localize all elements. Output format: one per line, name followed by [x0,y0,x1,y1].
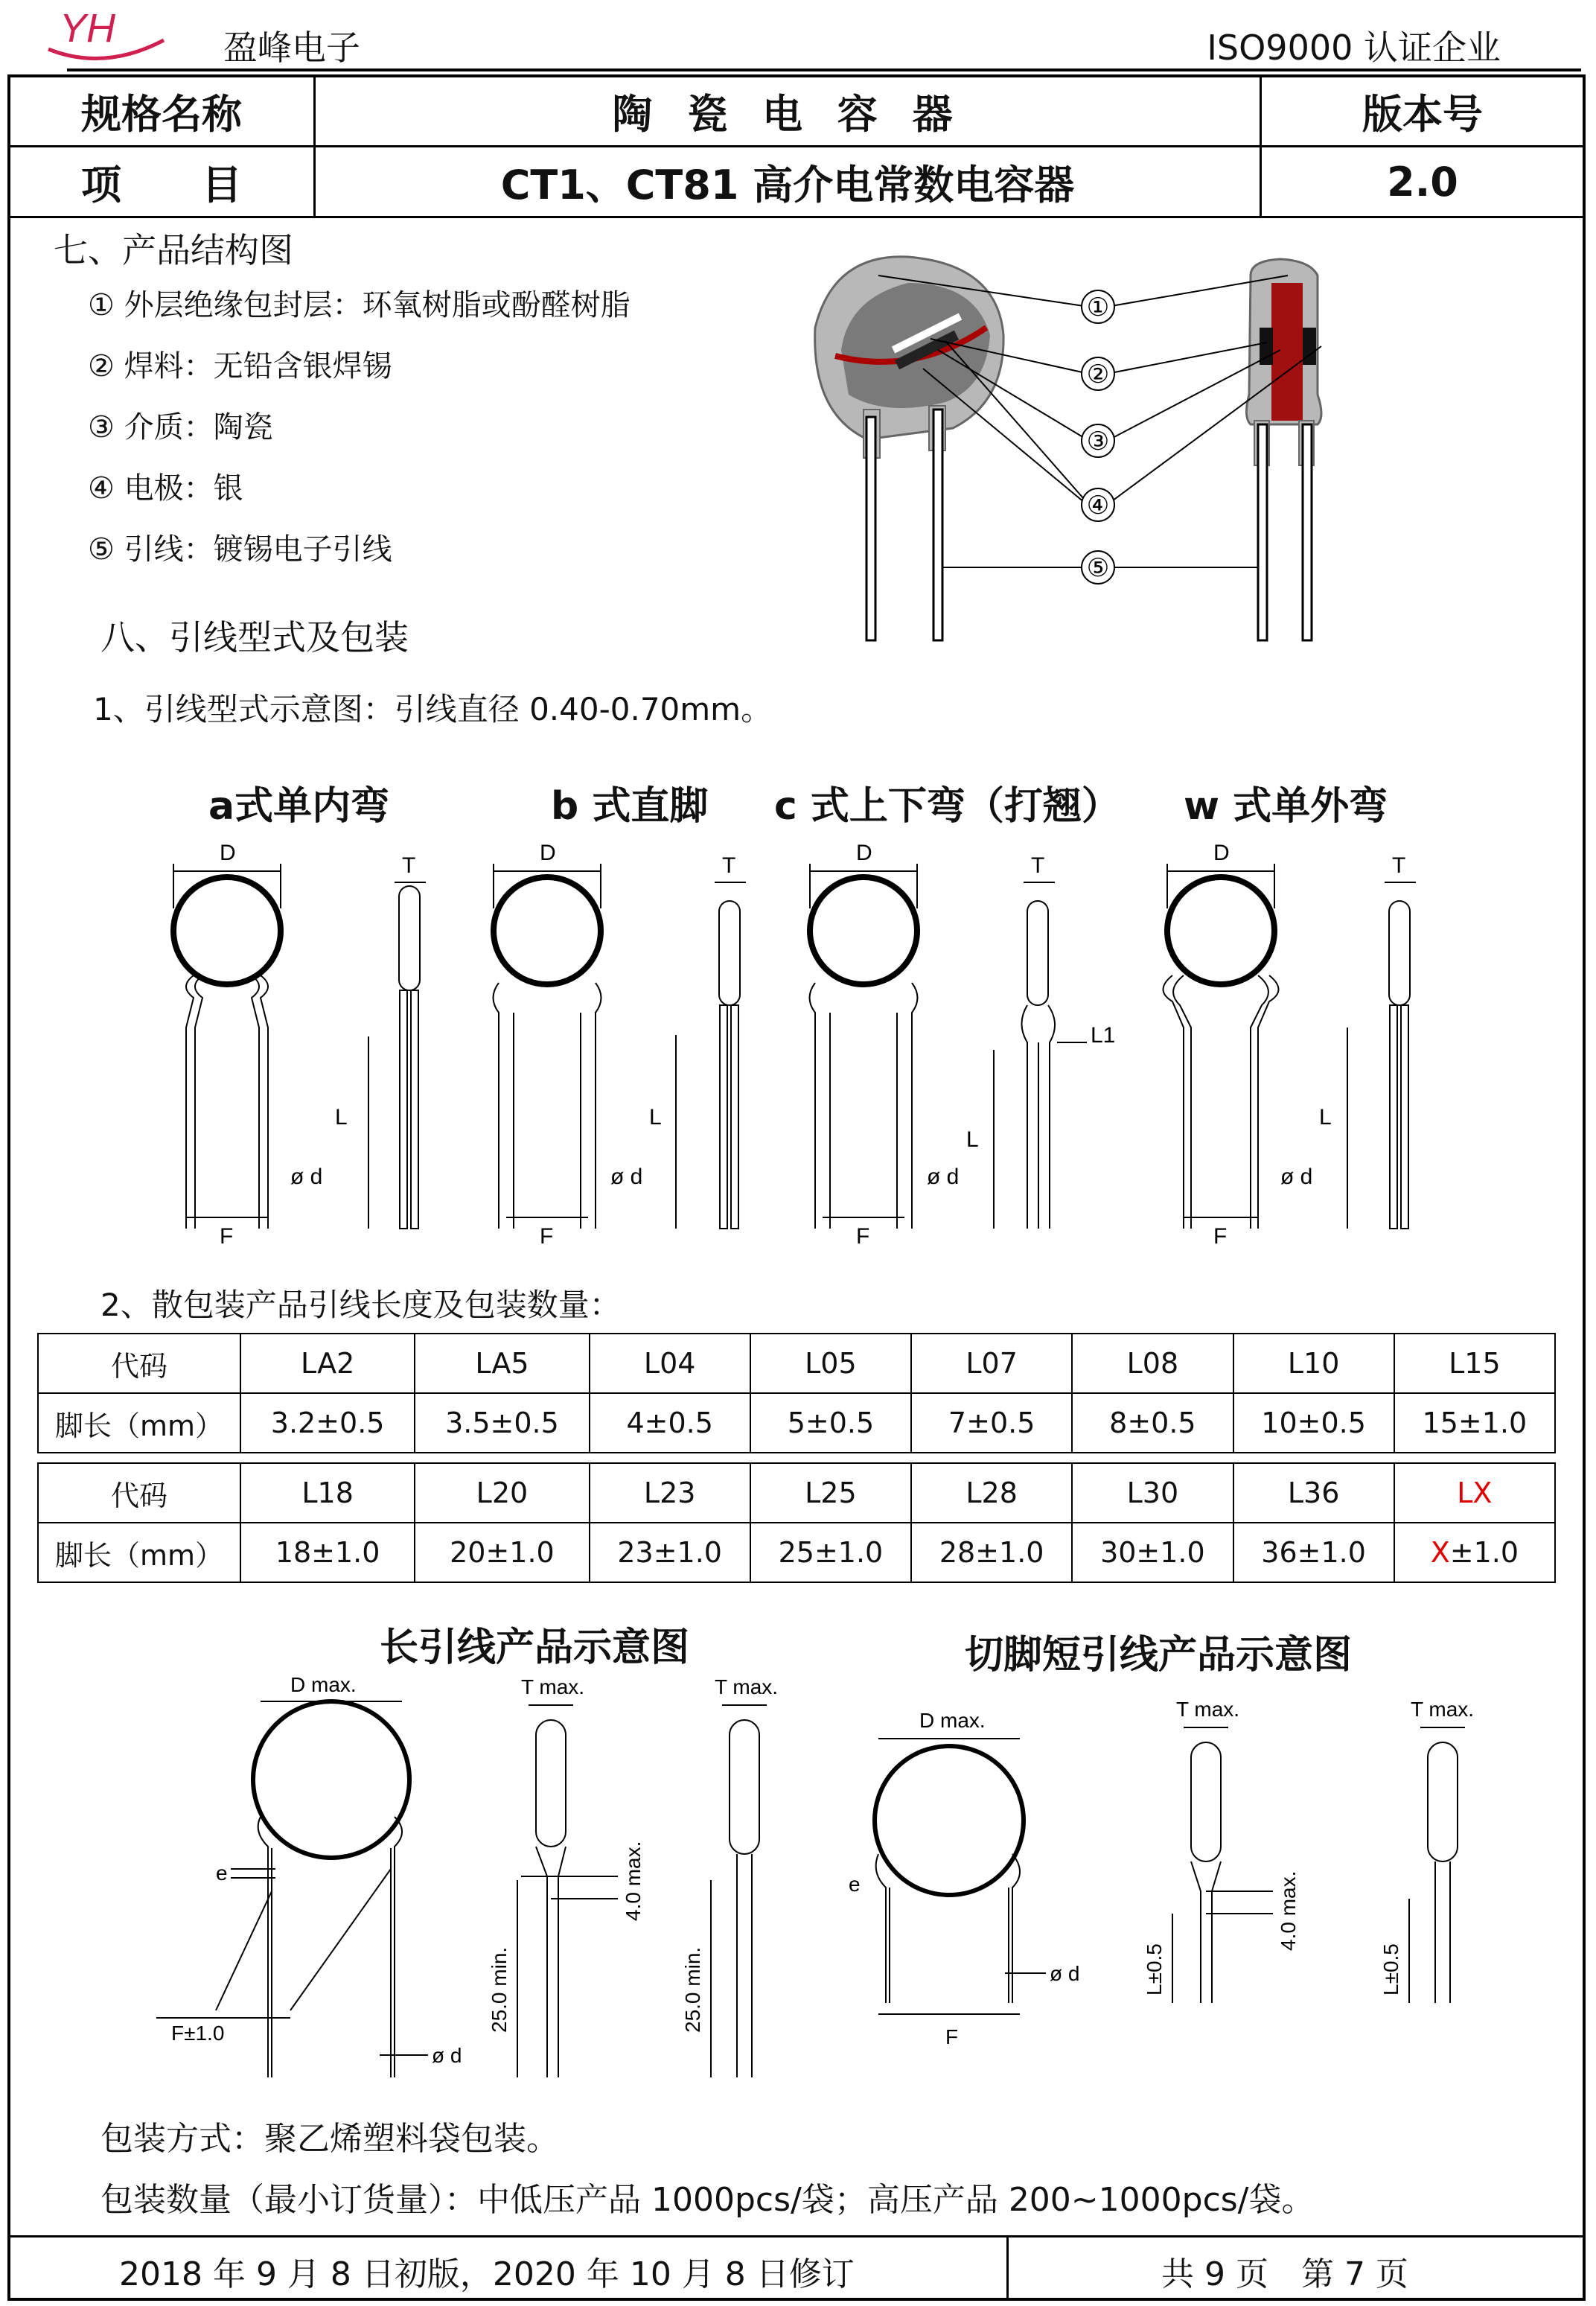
table-cell: 18±1.0 [240,1523,415,1582]
long-f-label: F±1.0 [171,2022,225,2045]
long-tmax-label-2: T max. [715,1675,779,1698]
short-tmax-label: T max. [1176,1698,1240,1721]
table-cell: LA2 [240,1334,415,1393]
table-cell: LA5 [415,1334,589,1393]
short-d-label: ø d [1050,1962,1080,1985]
dim-d: D [1213,841,1230,865]
lead-intro: 1、引线型式示意图：引线直径 0.40-0.70mm。 [93,691,773,727]
diagram-label-5: ⑤ [1086,554,1110,582]
spec-table [7,74,1586,218]
long-twentyfive-label-2: 25.0 min. [681,1946,704,2033]
short-l-label: L±0.5 [1143,1943,1166,1996]
table-cell: 7±0.5 [911,1393,1072,1453]
dim-phi-d: ø d [610,1165,643,1189]
table-cell: L23 [590,1463,750,1523]
table-cell: 20±1.0 [415,1523,589,1582]
dim-l: L [649,1105,662,1130]
table-cell: 脚长（mm） [38,1393,240,1453]
item-label: 项 目 [9,147,315,217]
short-lead-title: 切脚短引线产品示意图 [965,1633,1353,1678]
short-f-label: F [945,2025,959,2048]
table-cell: 3.2±0.5 [240,1393,415,1453]
short-dmax-label: D max. [919,1709,986,1732]
table-cell: L20 [415,1463,589,1523]
table-cell: 10±0.5 [1233,1393,1394,1453]
footer-column-divider [1006,2235,1009,2299]
version-value: 2.0 [1261,147,1585,217]
dim-t: T [402,853,416,878]
dim-phi-d: ø d [927,1165,960,1189]
dim-f: F [540,1224,554,1243]
section8-title: 八、引线型式及包装 [100,617,409,657]
structure-diagram [804,246,1340,648]
diagram-label-3: ③ [1086,427,1110,456]
table-row [38,1334,1555,1393]
table-cell: 23±1.0 [590,1523,750,1582]
diagram-label-4: ④ [1086,491,1110,520]
table-cell: L36 [1233,1463,1394,1523]
certification-text: ISO9000 认证企业 [1207,28,1501,68]
long-tmax-label: T max. [521,1675,585,1698]
lx-variable: X [1430,1536,1450,1569]
item-value: CT1、CT81 高介电常数电容器 [315,147,1261,217]
lead-type-w-title: w 式单外弯 [1184,784,1388,829]
dim-t: T [722,853,736,878]
table-cell: 25±1.0 [750,1523,911,1582]
long-twentyfive-label: 25.0 min. [488,1946,511,2033]
table-cell: 3.5±0.5 [415,1393,589,1453]
table-cell: L10 [1233,1334,1394,1393]
table-cell: 8±0.5 [1072,1393,1233,1453]
footer-divider [7,2235,1586,2237]
long-lead-title: 长引线产品示意图 [380,1625,690,1670]
dim-f: F [220,1224,234,1243]
section7-title: 七、产品结构图 [54,230,293,270]
dim-d: D [220,841,236,865]
diagram-label-2: ② [1086,360,1110,389]
lead-type-b-title: b 式直脚 [551,784,709,829]
table-cell: 30±1.0 [1072,1523,1233,1582]
table-cell: 脚长（mm） [38,1523,240,1582]
table-row [38,1393,1555,1453]
short-e-label: e [849,1873,861,1896]
table-cell: 5±0.5 [750,1393,911,1453]
table-cell: L18 [240,1463,415,1523]
short-tmax-label-2: T max. [1411,1698,1475,1721]
table-cell: L28 [911,1463,1072,1523]
structure-item: ⑤ 引线：镀锡电子引线 [88,532,392,567]
structure-item: ② 焊料：无铅含银焊锡 [88,349,392,383]
lead-length-table [37,1333,1556,1583]
table-cell: L05 [750,1334,911,1393]
structure-item: ④ 电极：银 [88,471,243,506]
packing-quantity: 包装数量（最小订货量）：中低压产品 1000pcs/袋；高压产品 200~1000pcs/袋。 [100,2181,1315,2219]
long-four-label: 4.0 max. [622,1841,645,1921]
table-cell: L15 [1394,1334,1555,1393]
short-l-label-2: L±0.5 [1379,1943,1402,1996]
logo-text: YH [60,6,116,51]
table-cell: 代码 [38,1334,240,1393]
dim-l: L [335,1105,348,1130]
dim-t: T [1031,853,1045,878]
dim-l: L [1319,1105,1332,1130]
dim-phi-d: ø d [290,1165,323,1189]
lead-type-a-title: a式单内弯 [208,784,390,829]
structure-item: ① 外层绝缘包封层：环氧树脂或酚醛树脂 [88,288,631,322]
spec-name-value: 陶 瓷 电 容 器 [315,76,1261,147]
table-separator [38,1453,1555,1463]
table-cell-lx: LX [1394,1463,1555,1523]
table-cell: L08 [1072,1334,1233,1393]
table-cell: 28±1.0 [911,1523,1072,1582]
table-cell: 36±1.0 [1233,1523,1394,1582]
table-cell: 4±0.5 [590,1393,750,1453]
table-cell: L25 [750,1463,911,1523]
version-label: 版本号 [1261,76,1585,147]
long-e-label: e [216,1861,228,1885]
lead-type-c-title: c 式上下弯（打翘） [774,784,1120,829]
table-row [38,1523,1555,1582]
lx-tolerance: ±1.0 [1449,1536,1519,1569]
company-name: 盈峰电子 [223,28,360,68]
bulk-title: 2、散包装产品引线长度及包装数量： [100,1287,621,1323]
dim-d: D [540,841,556,865]
spec-name-label: 规格名称 [9,76,315,147]
dim-phi-d: ø d [1280,1165,1313,1189]
dim-t: T [1392,853,1406,878]
table-cell: L30 [1072,1463,1233,1523]
table-cell: 代码 [38,1463,240,1523]
header-divider [67,69,1581,71]
lead-types-diagram [149,841,1459,1243]
page-number: 共 9 页 第 7 页 [1161,2255,1408,2293]
diagram-label-1: ① [1086,293,1110,322]
dim-f: F [856,1224,870,1243]
revision-date: 2018 年 9 月 8 日初版，2020 年 10 月 8 日修订 [119,2255,855,2293]
dim-l1: L1 [1091,1023,1116,1048]
table-cell: L07 [911,1334,1072,1393]
structure-item: ③ 介质：陶瓷 [88,410,273,445]
long-dmax-label: D max. [290,1675,357,1696]
table-cell: 15±1.0 [1394,1393,1555,1453]
dim-f: F [1213,1224,1228,1243]
lead-length-diagram [134,1675,1489,2092]
table-row [38,1463,1555,1523]
dim-l: L [966,1127,979,1152]
short-four-label: 4.0 max. [1277,1870,1300,1951]
table-cell: L04 [590,1334,750,1393]
dim-d: D [856,841,872,865]
packing-method: 包装方式：聚乙烯塑料袋包装。 [100,2120,559,2158]
table-cell-lx-length [1394,1523,1555,1582]
long-d-label: ø d [432,2044,462,2067]
company-logo [45,3,171,67]
